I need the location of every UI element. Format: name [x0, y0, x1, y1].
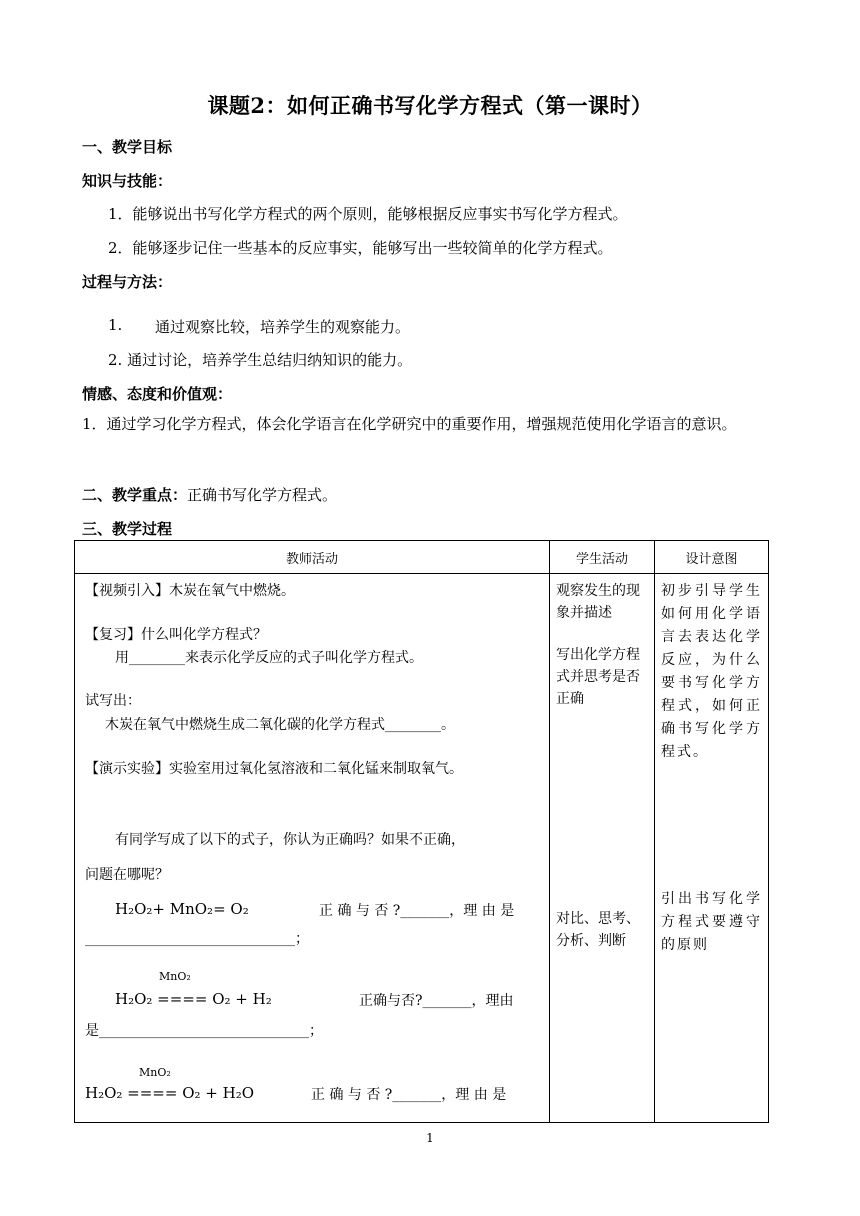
process-item-1-number: 1.	[108, 316, 123, 334]
knowledge-item-2: 2．能够逐步记住一些基本的反应事实，能够写出一些较简单的化学方程式。	[108, 239, 613, 257]
equation-2-question: 正确与否?_______，理由	[359, 993, 514, 1009]
knowledge-item-1: 1．能够说出书写化学方程式的两个原则，能够根据反应事实书写化学方程式。	[108, 205, 628, 223]
process-heading: 过程与方法：	[82, 273, 173, 291]
header-teacher-activity: 教师活动	[75, 541, 550, 574]
knowledge-heading: 知识与技能：	[82, 172, 173, 190]
table-row	[75, 574, 769, 1123]
section-objectives: 一、教学目标	[82, 138, 173, 156]
teacher-activity-cell	[75, 574, 550, 1123]
equation-3: H₂O₂ ==== O₂ + H₂O	[85, 1084, 255, 1102]
emotion-item-1: 1．通过学习化学方程式，体会化学语言在化学研究中的重要作用，增强规范使用化学语言的意识。	[82, 415, 737, 433]
teacher-line-question-2: 问题在哪呢？	[85, 867, 169, 883]
header-design-intent: 设计意图	[655, 541, 769, 574]
page-number: 1	[426, 1131, 434, 1145]
key-point-heading: 二、教学重点：	[82, 486, 188, 504]
equation-3-question: 正 确 与 否 ?_______，理 由 是	[311, 1087, 507, 1103]
design-intent-cell	[655, 574, 769, 1123]
student-activity-3: 对比、思考、分析、判断	[556, 911, 640, 949]
equation-2-blank: 是______________________________；	[85, 1023, 323, 1039]
equation-1: H₂O₂+ MnO₂= O₂	[115, 900, 249, 918]
teacher-line-definition: 用________来表示化学反应的式子叫化学方程式。	[115, 650, 423, 666]
table-header-row	[75, 541, 769, 574]
key-point-text: 正确书写化学方程式。	[187, 486, 338, 504]
teacher-line-video: 【视频引入】木炭在氧气中燃烧。	[85, 583, 295, 599]
teacher-line-demo: 【演示实验】实验室用过氧化氢溶液和二氧化锰来制取氧气。	[85, 761, 463, 777]
equation-2: H₂O₂ ==== O₂ + H₂	[115, 990, 272, 1008]
student-activity-2: 写出化学方程式并思考是否正确	[556, 647, 640, 707]
teaching-process-table	[74, 540, 769, 1123]
teacher-line-question: 有同学写成了以下的式子，你认为正确吗？如果不正确，	[115, 832, 465, 848]
equation-1-question: 正 确 与 否 ?_______，理 由 是	[319, 903, 515, 919]
design-intent-2: 引出书写化学方程式要遵守的原则	[661, 891, 762, 953]
teacher-line-try: 试写出：	[85, 693, 141, 709]
student-activity-cell	[550, 574, 655, 1123]
header-student-activity: 学生活动	[550, 541, 655, 574]
student-activity-1: 观察发生的现象并描述	[556, 583, 640, 621]
catalyst-label-1: MnO₂	[159, 970, 191, 983]
process-item-1-text: 通过观察比较，培养学生的观察能力。	[155, 318, 411, 336]
teacher-line-review: 【复习】什么叫化学方程式？	[85, 627, 267, 643]
section-teaching-process: 三、教学过程	[82, 520, 173, 538]
design-intent-1: 初步引导学生如何用化学语言去表达化学反应，为什么要书写化学方程式，如何正确书写化学方程式。	[661, 583, 762, 760]
page-title: 课题2：如何正确书写化学方程式（第一课时）	[207, 93, 653, 118]
teacher-line-carbon: 木炭在氧气中燃烧生成二氧化碳的化学方程式________。	[105, 717, 455, 733]
key-point-line	[82, 484, 337, 505]
equation-1-blank: ______________________________；	[85, 931, 309, 947]
process-item-2: 2. 通过讨论，培养学生总结归纳知识的能力。	[108, 351, 413, 369]
catalyst-label-2: MnO₂	[139, 1066, 171, 1079]
emotion-heading: 情感、态度和价值观：	[82, 385, 233, 403]
